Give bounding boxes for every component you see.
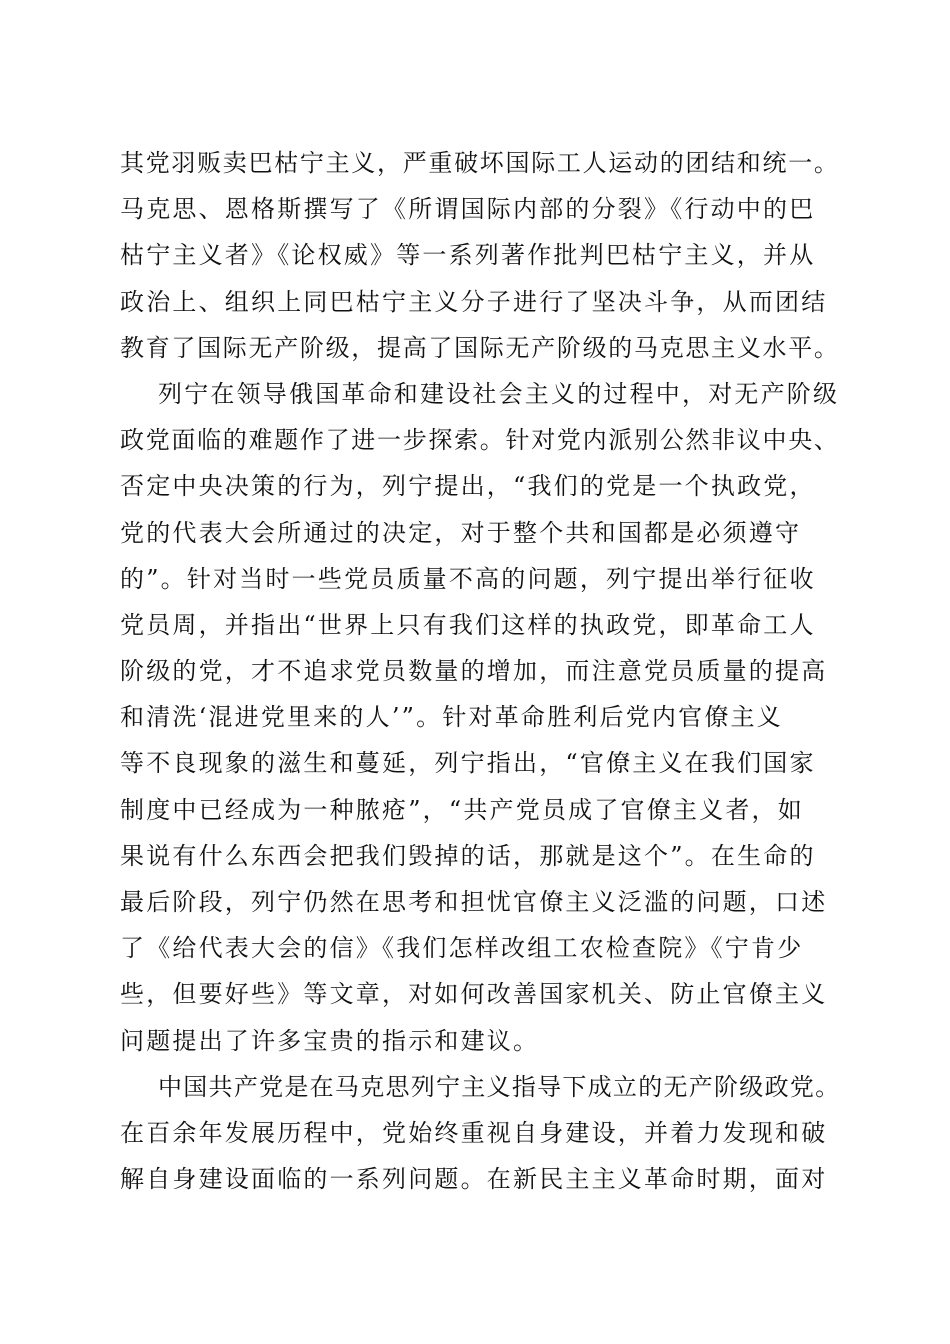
text-line: 制度中已经成为一种脓疮”，“共产党员成了官僚主义者，如 xyxy=(120,795,804,824)
text-line: 在百余年发展历程中，党始终重视自身建设，并着力发现和破 xyxy=(120,1118,828,1147)
text-line: 枯宁主义者》《论权威》等一系列著作批判巴枯宁主义，并从 xyxy=(120,241,816,270)
text-line: 些，但要好些》等文章，对如何改善国家机关、防止官僚主义 xyxy=(120,980,828,1009)
paragraph-first-line: 中国共产党是在马克思列宁主义指导下成立的无产阶级政党。 xyxy=(158,1072,841,1101)
text-line: 了《给代表大会的信》《我们怎样改组工农检查院》《宁肯少 xyxy=(120,934,804,963)
text-line: 的”。针对当时一些党员质量不高的问题，列宁提出举行征收 xyxy=(120,564,816,593)
text-line: 阶级的党，才不追求党员数量的增加，而注意党员质量的提高 xyxy=(120,657,828,686)
text-line: 其党羽贩卖巴枯宁主义，严重破坏国际工人运动的团结和统一。 xyxy=(120,149,840,177)
text-line: 果说有什么东西会把我们毁掉的话，那就是这个”。在生命的 xyxy=(120,841,816,870)
text-line: 问题提出了许多宝贵的指示和建议。 xyxy=(120,1026,540,1055)
text-line: 党员周，并指出“世界上只有我们这样的执政党，即革命工人 xyxy=(120,610,816,639)
text-line: 政治上、组织上同巴枯宁主义分子进行了坚决斗争，从而团结 xyxy=(120,287,828,316)
text-line: 和清洗‘混进党里来的人’”。针对革命胜利后党内官僚主义 xyxy=(120,703,783,732)
text-line: 教育了国际无产阶级，提高了国际无产阶级的马克思主义水平。 xyxy=(120,333,840,362)
text-line: 等不良现象的滋生和蔓延，列宁指出，“官僚主义在我们国家 xyxy=(120,749,816,778)
text-line: 马克思、恩格斯撰写了《所谓国际内部的分裂》《行动中的巴 xyxy=(120,195,816,224)
text-line: 否定中央决策的行为，列宁提出，“我们的党是一个执政党， xyxy=(120,472,816,501)
text-line: 党的代表大会所通过的决定，对于整个共和国都是必须遵守 xyxy=(120,518,802,547)
body-text xyxy=(120,140,840,1202)
paragraph-first-line: 列宁在领导俄国革命和建设社会主义的过程中，对无产阶级 xyxy=(158,379,840,408)
text-line: 政党面临的难题作了进一步探索。针对党内派别公然非议中央、 xyxy=(120,426,840,455)
text-line: 最后阶段，列宁仍然在思考和担忧官僚主义泛滥的问题，口述 xyxy=(120,888,828,916)
text-line: 解自身建设面临的一系列问题。在新民主主义革命时期，面对 xyxy=(120,1165,828,1194)
